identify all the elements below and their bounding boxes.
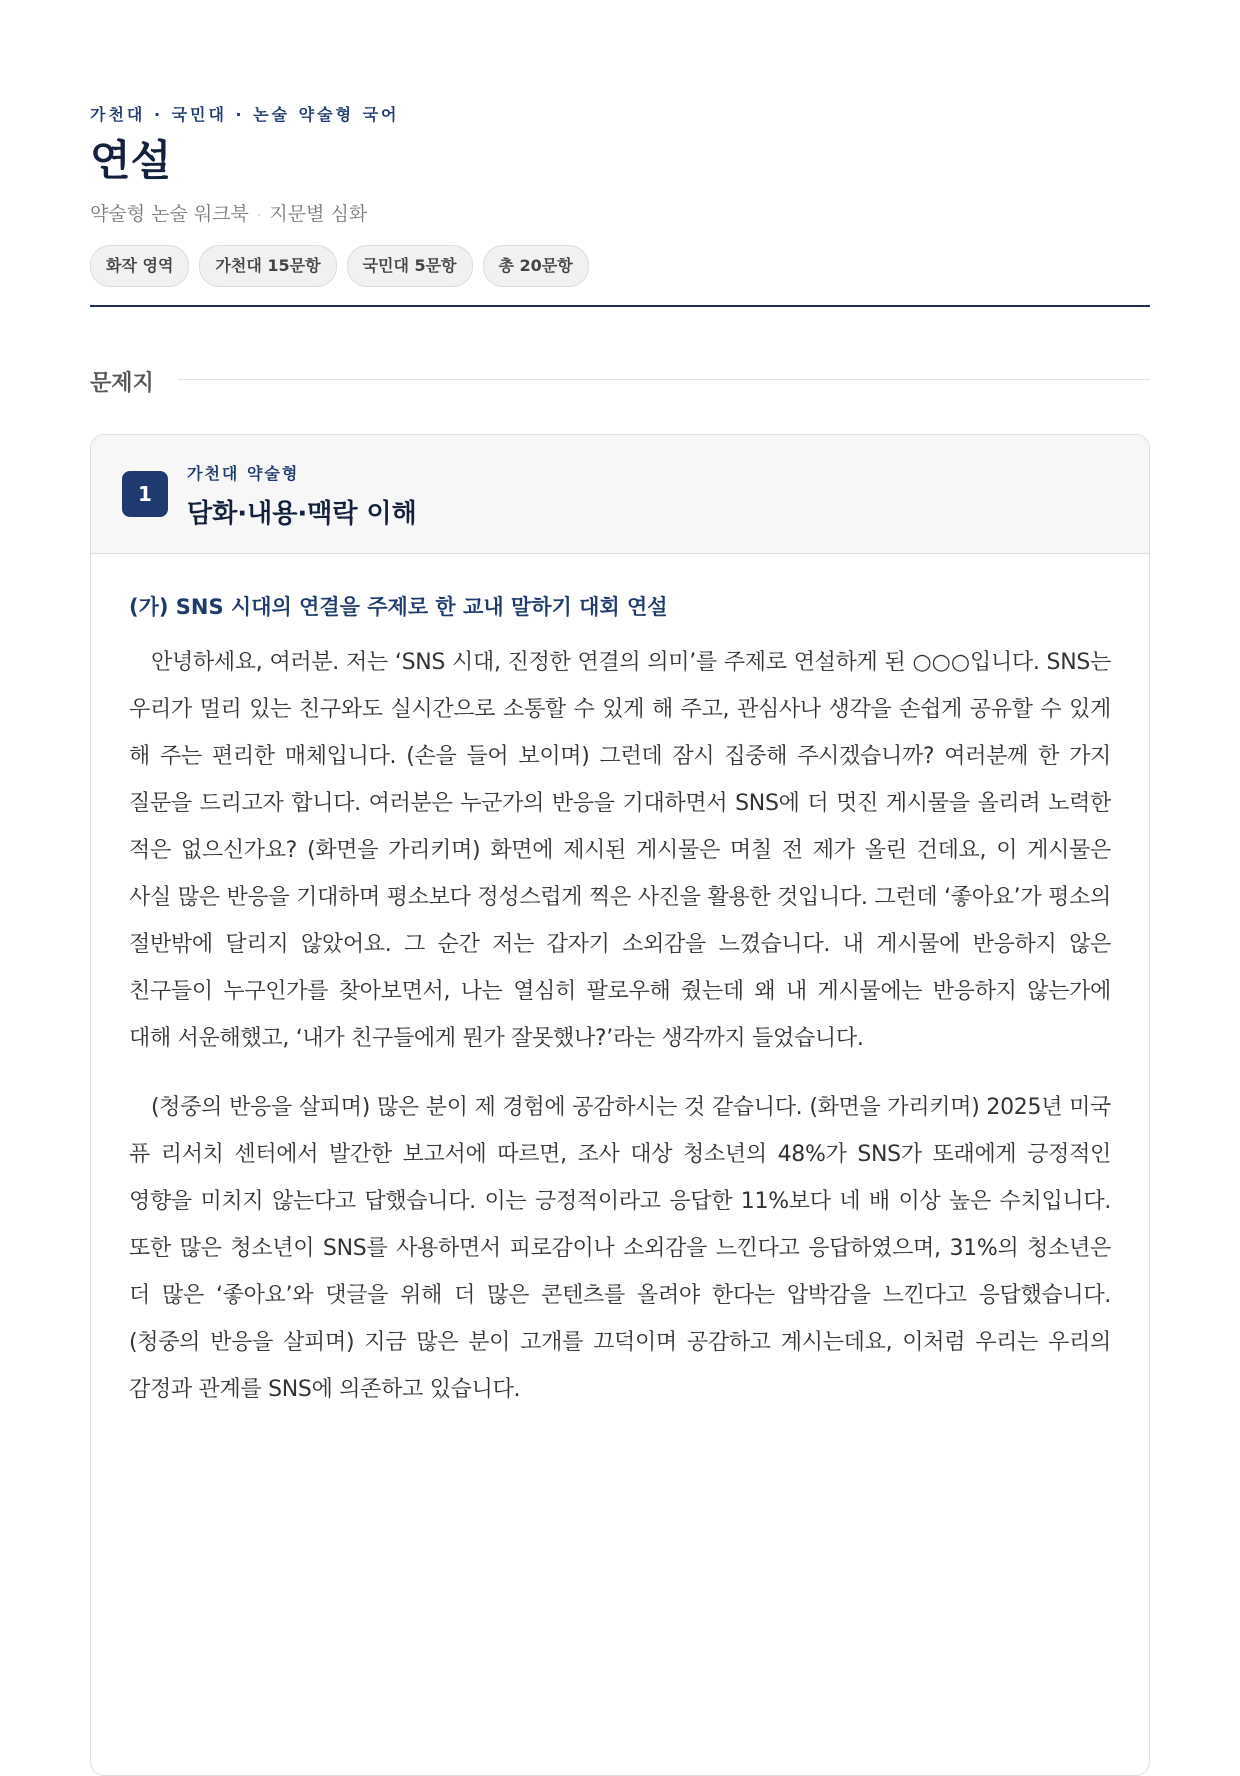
question-number-badge: 1	[122, 471, 168, 517]
section-title: 문제지	[90, 371, 154, 396]
question-title: 담화·내용·맥락 이해	[187, 499, 417, 529]
page-subtitle	[90, 199, 367, 226]
question-card-header	[91, 435, 1149, 554]
tag-domain: 화작 영역	[90, 245, 189, 287]
tag-total-count: 총 20문항	[483, 245, 589, 287]
subtitle-sub: 지문별 심화	[269, 203, 368, 225]
header-divider	[90, 305, 1150, 307]
section-divider	[178, 379, 1150, 380]
passage-body	[91, 554, 1149, 1413]
subtitle-main: 약술형 논술 워크북	[90, 203, 249, 225]
passage-paragraph-2: (청중의 반응을 살피며) 많은 분이 제 경험에 공감하시는 것 같습니다. (화면을 가리키며) 2025년 미국 퓨 리서치 센터에서 발간한 보고서에 따르면, 조사 대상 청소년의 48%가 SNS가 또래에게 긍정적인 영향을 미치지 않는다고 답했습니다. 이는 긍정적이라고 응답한 11%보다 네 배 이상 높은 수치입니다. 또한 많은 청소년이 SNS를 사용하면서 피로감이나 소외감을 느낀다고 응답하였으며, 31%의 청소년은 더 많은 ‘좋아요’와 댓글을 위해 더 많은 콘텐츠를 올려야 한다는 압박감을 느낀다고 응답했습니다. (청중의 반응을 살피며) 지금 많은 분이 고개를 끄덕이며 공감하고 계시는데요, 이처럼 우리는 우리의 감정과 관계를 SNS에 의존하고 있습니다.	[129, 1095, 1111, 1402]
tag-kookmin-count: 국민대 5문항	[347, 245, 473, 287]
passage-title: (가) SNS 시대의 연결을 주제로 한 교내 말하기 대회 연설	[129, 595, 668, 619]
tag-list	[90, 245, 589, 287]
question-kicker: 가천대 약술형	[187, 464, 300, 483]
page-title: 연설	[90, 136, 172, 185]
subtitle-separator: ·	[256, 208, 262, 224]
tag-gachon-count: 가천대 15문항	[199, 245, 336, 287]
question-card	[90, 434, 1150, 1776]
passage-paragraph-1: 안녕하세요, 여러분. 저는 ‘SNS 시대, 진정한 연결의 의미’를 주제로 연설하게 된 ○○○입니다. SNS는 우리가 멀리 있는 친구와도 실시간으로 소통할 수 있게 해 주고, 관심사나 생각을 손쉽게 공유할 수 있게 해 주는 편리한 매체입니다. (손을 들어 보이며) 그런데 잠시 집중해 주시겠습니까? 여러분께 한 가지 질문을 드리고자 합니다. 여러분은 누군가의 반응을 기대하면서 SNS에 더 멋진 게시물을 올리려 노력한 적은 없으신가요? (화면을 가리키며) 화면에 제시된 게시물은 며칠 전 제가 올린 건데요, 이 게시물은 사실 많은 반응을 기대하며 평소보다 정성스럽게 찍은 사진을 활용한 것입니다. 그런데 ‘좋아요’가 평소의 절반밖에 달리지 않았어요. 그 순간 저는 갑자기 소외감을 느꼈습니다. 내 게시물에 반응하지 않은 친구들이 누구인가를 찾아보면서, 나는 열심히 팔로우해 줬는데 왜 내 게시물에는 반응하지 않는가에 대해 서운해했고, ‘내가 친구들에게 뭔가 잘못했나?’라는 생각까지 들었습니다.	[129, 650, 1111, 1051]
header-kicker: 가천대 · 국민대 · 논술 약술형 국어	[90, 105, 400, 124]
